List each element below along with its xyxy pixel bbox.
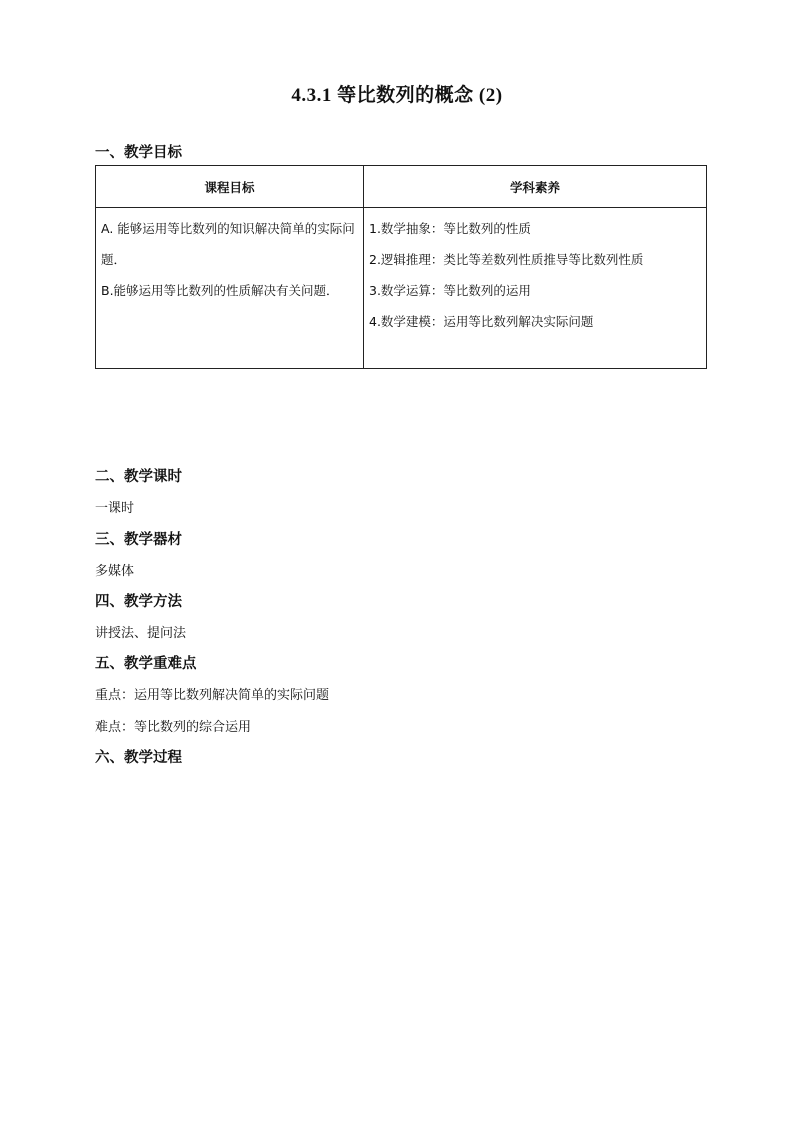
goals-table [95,165,707,369]
goals-header-literacy: 学科素养 [364,166,707,208]
methods-text: 讲授法、提问法 [95,626,187,641]
section-heading-objectives: 一、教学目标 [95,144,182,161]
literacy-item-3: 3.数学运算：等比数列的运用 [369,283,531,298]
goals-literacy-cell [364,208,707,369]
key-point-text: 重点：运用等比数列解决简单的实际问题 [95,688,330,703]
goals-table-header-row [96,166,707,208]
section-heading-methods: 四、教学方法 [95,593,182,610]
periods-text: 一课时 [95,501,135,516]
section-heading-process: 六、教学过程 [95,749,182,766]
page-title: 4.3.1 等比数列的概念 (2) [291,85,503,106]
section-heading-key-points: 五、教学重难点 [95,655,197,672]
literacy-item-2: 2.逻辑推理：类比等差数列性质推导等比数列性质 [369,252,644,267]
course-goal-a: A. 能够运用等比数列的知识解决简单的实际问题． [101,221,355,267]
course-goal-b: B.能够运用等比数列的性质解决有关问题． [101,283,339,298]
goals-header-course: 课程目标 [96,166,364,208]
difficult-point-text: 难点：等比数列的综合运用 [95,720,252,735]
literacy-item-4: 4.数学建模：运用等比数列解决实际问题 [369,314,594,329]
goals-table-row [96,208,707,369]
equipment-text: 多媒体 [95,564,135,579]
goals-course-cell [96,208,364,369]
literacy-item-1: 1.数学抽象：等比数列的性质 [369,221,531,236]
section-heading-equipment: 三、教学器材 [95,531,182,548]
section-heading-periods: 二、教学课时 [95,468,182,485]
